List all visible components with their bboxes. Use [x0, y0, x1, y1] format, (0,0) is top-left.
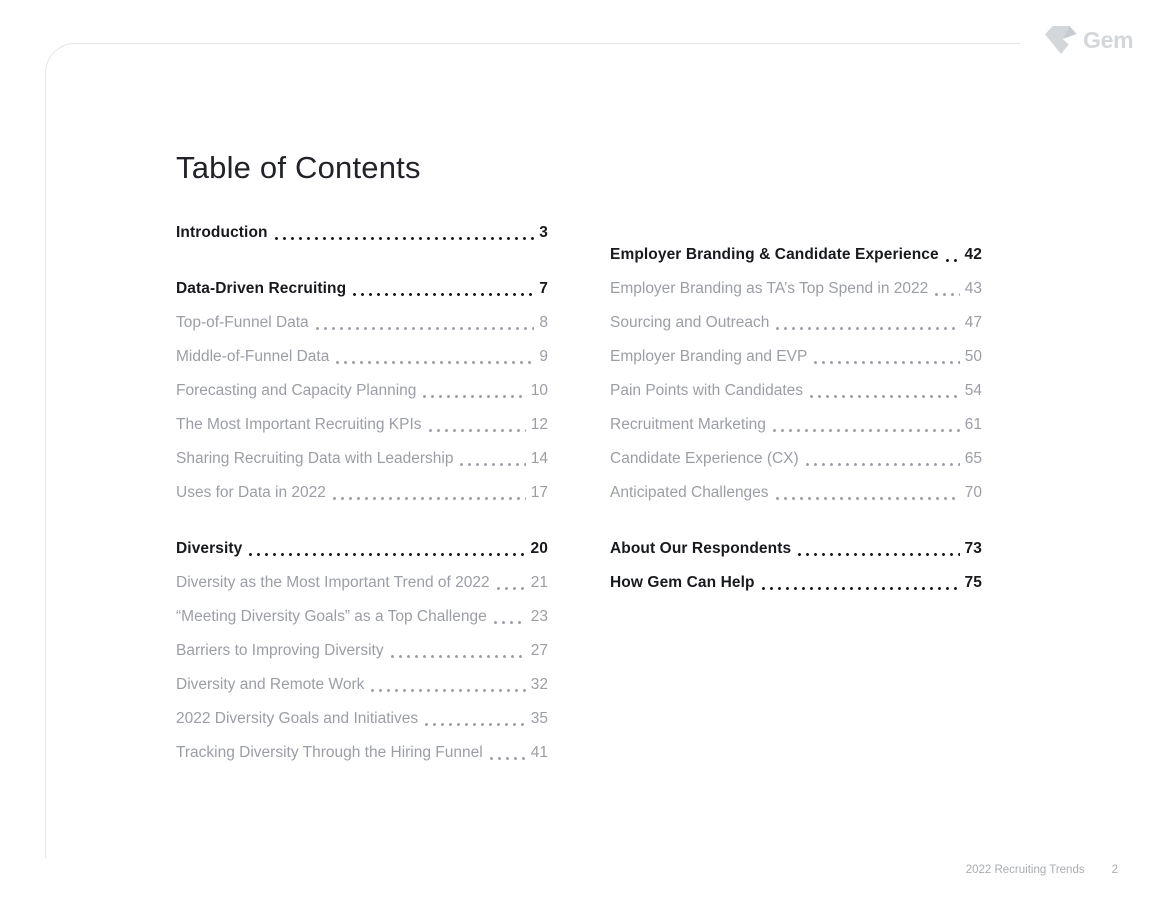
toc-entry[interactable]: [176, 476, 548, 510]
dot-leader: [242, 532, 530, 566]
toc-entry[interactable]: [176, 634, 548, 668]
dot-leader: [490, 566, 531, 600]
toc-entry-page: 7: [539, 280, 548, 297]
toc-entry-page: 70: [964, 484, 982, 501]
toc-entry[interactable]: [176, 374, 548, 408]
toc-entry-label: Employer Branding as TA’s Top Spend in 2022: [610, 280, 929, 297]
toc-entry-page: 14: [530, 450, 548, 467]
toc-entry-page: 65: [964, 450, 982, 467]
toc-entry[interactable]: [176, 408, 548, 442]
toc-entry[interactable]: [176, 702, 548, 736]
dot-leader: [364, 668, 530, 702]
toc-entry-label: Introduction: [176, 224, 268, 241]
dot-leader: [309, 306, 540, 340]
toc-entry-label: Barriers to Improving Diversity: [176, 642, 384, 659]
toc-entry-page: 61: [964, 416, 982, 433]
dot-leader: [422, 408, 531, 442]
toc-section-entry[interactable]: [610, 532, 982, 566]
toc-entry-label: Top-of-Funnel Data: [176, 314, 309, 331]
toc-entry-label: Middle-of-Funnel Data: [176, 348, 330, 365]
dot-leader: [329, 340, 539, 374]
toc-entry-page: 20: [530, 540, 548, 557]
toc-entry[interactable]: [176, 600, 548, 634]
dot-leader: [418, 702, 531, 736]
brand-logo: [1044, 25, 1133, 55]
toc-group: [610, 532, 982, 600]
toc-entry[interactable]: [176, 668, 548, 702]
toc-entry[interactable]: [176, 340, 548, 374]
toc-entry-page: 9: [539, 348, 548, 365]
dot-leader: [791, 532, 964, 566]
dot-leader: [769, 476, 965, 510]
toc-entry-page: 12: [530, 416, 548, 433]
toc-entry[interactable]: [610, 476, 982, 510]
toc-section-entry[interactable]: [610, 238, 982, 272]
toc-section-entry[interactable]: [610, 566, 982, 600]
dot-leader: [346, 272, 539, 306]
dot-leader: [453, 442, 530, 476]
dot-leader: [928, 272, 965, 306]
brand-name: Gem: [1083, 26, 1134, 53]
page-footer: [966, 864, 1118, 876]
toc-entry-page: 41: [530, 744, 548, 761]
dot-leader: [326, 476, 531, 510]
toc-entry-page: 3: [539, 224, 548, 241]
dot-leader: [766, 408, 965, 442]
toc-entry[interactable]: [610, 374, 982, 408]
footer-page-number: 2: [1111, 864, 1118, 876]
toc-entry-page: 8: [539, 314, 548, 331]
toc-entry[interactable]: [176, 566, 548, 600]
toc-entry-label: Diversity as the Most Important Trend of 2022: [176, 574, 490, 591]
toc-entry-page: 21: [530, 574, 548, 591]
toc-entry-label: Anticipated Challenges: [610, 484, 769, 501]
dot-leader: [487, 600, 531, 634]
dot-leader: [483, 736, 531, 770]
toc-entry-label: Recruitment Marketing: [610, 416, 766, 433]
toc-group: [176, 272, 548, 510]
toc-entry[interactable]: [610, 272, 982, 306]
dot-leader: [755, 566, 965, 600]
dot-leader: [416, 374, 530, 408]
toc-group: [610, 238, 982, 510]
toc-entry-page: 17: [530, 484, 548, 501]
toc-entry-label: 2022 Diversity Goals and Initiatives: [176, 710, 419, 727]
toc-entry-page: 50: [964, 348, 982, 365]
page-title: Table of Contents: [176, 150, 421, 185]
toc-entry-label: Candidate Experience (CX): [610, 450, 799, 467]
toc-entry-page: 42: [964, 246, 982, 263]
toc-entry-label: Forecasting and Capacity Planning: [176, 382, 417, 399]
toc-entry-label: About Our Respondents: [610, 540, 792, 557]
dot-leader: [799, 442, 965, 476]
toc-entry-page: 43: [964, 280, 982, 297]
toc-entry-label: “Meeting Diversity Goals” as a Top Challenge: [176, 608, 487, 625]
toc-left-column: [176, 216, 548, 770]
toc-entry[interactable]: [610, 306, 982, 340]
toc-entry[interactable]: [176, 442, 548, 476]
toc-entry-label: Tracking Diversity Through the Hiring Funnel: [176, 744, 483, 761]
toc-entry-label: How Gem Can Help: [610, 574, 755, 591]
toc-entry-label: Uses for Data in 2022: [176, 484, 326, 501]
toc-entry-page: 73: [964, 540, 982, 557]
toc-entry-page: 32: [530, 676, 548, 693]
toc-entry-label: Employer Branding & Candidate Experience: [610, 246, 939, 263]
toc-entry[interactable]: [176, 306, 548, 340]
gem-diamond-icon: [1044, 25, 1078, 55]
dot-leader: [803, 374, 965, 408]
dot-leader: [807, 340, 964, 374]
toc-entry-label: Pain Points with Candidates: [610, 382, 804, 399]
footer-doc-title: 2022 Recruiting Trends: [965, 864, 1085, 876]
toc-right-column: [610, 238, 982, 600]
toc-entry[interactable]: [610, 442, 982, 476]
toc-entry-label: Employer Branding and EVP: [610, 348, 808, 365]
toc-entry-label: The Most Important Recruiting KPIs: [176, 416, 422, 433]
toc-section-entry[interactable]: [176, 532, 548, 566]
toc-entry-label: Diversity and Remote Work: [176, 676, 365, 693]
toc-entry-page: 23: [530, 608, 548, 625]
toc-entry-page: 35: [530, 710, 548, 727]
dot-leader: [939, 238, 965, 272]
toc-entry-page: 54: [964, 382, 982, 399]
toc-group: [176, 216, 548, 250]
toc-entry-page: 10: [530, 382, 548, 399]
toc-section-entry[interactable]: [176, 272, 548, 306]
toc-section-entry[interactable]: [176, 216, 548, 250]
dot-leader: [268, 216, 540, 250]
toc-entry-label: Sourcing and Outreach: [610, 314, 770, 331]
toc-entry-label: Data-Driven Recruiting: [176, 280, 347, 297]
dot-leader: [769, 306, 964, 340]
toc-group: [176, 532, 548, 770]
toc-entry[interactable]: [610, 340, 982, 374]
toc-entry-page: 75: [964, 574, 982, 591]
toc-entry-page: 27: [530, 642, 548, 659]
dot-leader: [384, 634, 531, 668]
toc-entry[interactable]: [176, 736, 548, 770]
toc-entry[interactable]: [610, 408, 982, 442]
toc-entry-label: Diversity: [176, 540, 243, 557]
toc-entry-page: 47: [964, 314, 982, 331]
toc-entry-label: Sharing Recruiting Data with Leadership: [176, 450, 454, 467]
